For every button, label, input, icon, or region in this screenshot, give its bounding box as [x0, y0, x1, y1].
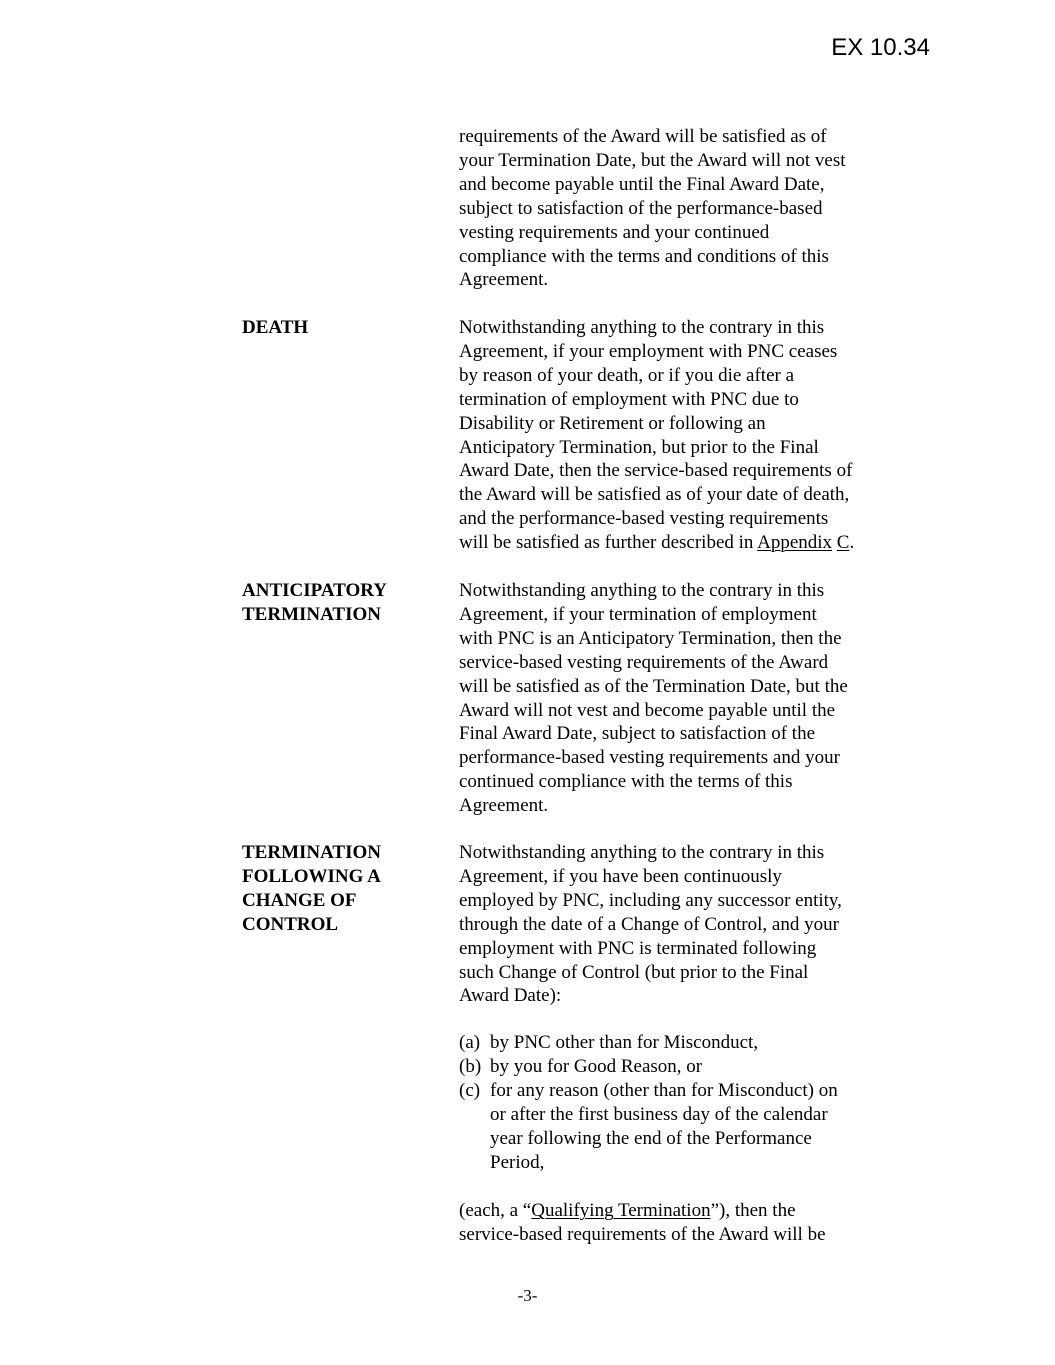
heading-line: DEATH [242, 317, 309, 338]
paragraph-line: Agreement, if you have been continuously [459, 865, 782, 887]
list-item [459, 1055, 899, 1079]
section-heading-anticipatory-termination [242, 579, 387, 627]
continuation-paragraph [459, 125, 899, 292]
qualifying-conditions-list [459, 1031, 899, 1174]
paragraph-line: by reason of your death, or if you die after a [459, 364, 795, 386]
list-marker: (a) [459, 1032, 481, 1053]
paragraph-line: service-based vesting requirements of the Award [459, 651, 829, 673]
paragraph-line: employed by PNC, including any successor entity, [459, 889, 842, 911]
heading-line: TERMINATION [242, 603, 381, 625]
paragraph-line: through the date of a Change of Control, and your [459, 913, 839, 935]
paragraph-line: Award Date): [459, 985, 562, 1007]
heading-line: FOLLOWING A [242, 865, 381, 887]
paragraph-line: Anticipatory Termination, but prior to the Final [459, 436, 819, 458]
appendix-reference: Appendix [757, 532, 833, 554]
paragraph-line: compliance with the terms and conditions of this [459, 245, 829, 267]
paragraph-line: such Change of Control (but prior to the Final [459, 961, 809, 983]
anticipatory-paragraph [459, 579, 899, 818]
paragraph-line: Final Award Date, subject to satisfaction of the [459, 723, 815, 745]
heading-line: CONTROL [242, 913, 339, 935]
paragraph-line: Award Date, then the service-based requirements of [459, 460, 853, 482]
death-paragraph [459, 316, 899, 555]
paragraph-line: Notwithstanding anything to the contrary in this [459, 580, 825, 601]
paragraph-line: vesting requirements and your continued [459, 221, 770, 243]
heading-line: ANTICIPATORY [242, 580, 388, 601]
list-item [459, 1031, 899, 1055]
defined-term: Qualifying Termination [531, 1200, 711, 1221]
text-segment: ”), then the [710, 1200, 796, 1221]
paragraph-line: Disability or Retirement or following an [459, 412, 766, 434]
paragraph-line: Award will not vest and become payable until the [459, 699, 836, 721]
list-item-line: by you for Good Reason, or [490, 1055, 703, 1077]
paragraph-line: and become payable until the Final Award Date, [459, 173, 825, 195]
paragraph-line [459, 531, 899, 555]
list-item-line: Period, [490, 1151, 545, 1173]
paragraph-line: with PNC is an Anticipatory Termination, then the [459, 627, 842, 649]
list-item [459, 1079, 899, 1175]
paragraph-line: your Termination Date, but the Award will not vest [459, 149, 846, 171]
page-number: -3- [517, 1286, 538, 1305]
heading-line: TERMINATION [242, 842, 381, 863]
paragraph-line: Notwithstanding anything to the contrary in this [459, 317, 825, 338]
paragraph-line: Notwithstanding anything to the contrary in this [459, 842, 825, 863]
list-item-line: by PNC other than for Misconduct, [490, 1032, 759, 1053]
change-of-control-paragraph [459, 841, 899, 1008]
text-segment: (each, a “ [459, 1200, 532, 1221]
paragraph-line: continued compliance with the terms of this [459, 771, 793, 793]
paragraph-line: will be satisfied as of the Termination Date, but the [459, 675, 848, 697]
paragraph-line: requirements of the Award will be satisfied as of [459, 126, 827, 147]
paragraph-line: service-based requirements of the Award will be [459, 1223, 826, 1245]
paragraph-line: employment with PNC is terminated following [459, 937, 817, 959]
list-item-line: for any reason (other than for Misconduct) on [490, 1079, 838, 1101]
paragraph-line: termination of employment with PNC due to [459, 388, 799, 410]
list-item-line: or after the first business day of the calendar [490, 1103, 828, 1125]
list-item-line: year following the end of the Performance [490, 1127, 812, 1149]
section-heading-change-of-control [242, 841, 381, 937]
appendix-letter: C [836, 532, 850, 554]
heading-line: CHANGE OF [242, 889, 357, 911]
text-segment: will be satisfied as further described in [459, 532, 758, 554]
paragraph-line: Agreement, if your employment with PNC ceases [459, 340, 838, 362]
paragraph-line: Agreement, if your termination of employment [459, 603, 817, 625]
list-marker: (b) [459, 1055, 482, 1077]
paragraph-line: Agreement. [459, 269, 549, 291]
qualifying-termination-paragraph [459, 1199, 899, 1247]
paragraph-line: subject to satisfaction of the performance-based [459, 197, 823, 219]
paragraph-line: performance-based vesting requirements and your [459, 747, 840, 769]
paragraph-line: the Award will be satisfied as of your date of death, [459, 484, 850, 506]
paragraph-line: and the performance-based vesting requirements [459, 508, 829, 530]
paragraph-line: Agreement. [459, 795, 549, 817]
list-marker: (c) [459, 1079, 481, 1101]
section-heading-death [242, 316, 308, 340]
text-segment: . [849, 532, 855, 554]
exhibit-label: EX 10.34 [831, 34, 930, 61]
paragraph-line [459, 1199, 899, 1223]
